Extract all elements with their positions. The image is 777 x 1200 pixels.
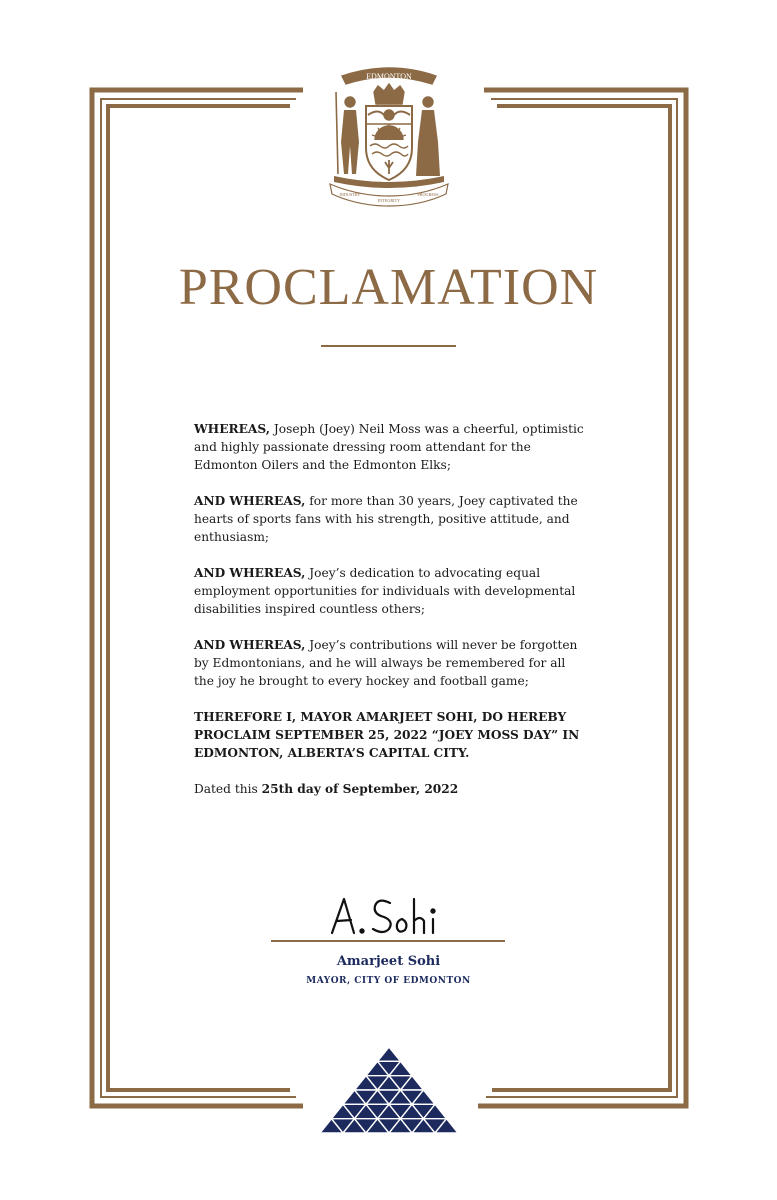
whereas-clause — [194, 636, 589, 690]
crest-motto-2: INTEGRITY — [377, 198, 401, 203]
mayor-signature — [326, 893, 446, 939]
edmonton-pyramid-logo-icon — [320, 1045, 458, 1137]
clause-text: Joey’s contributions will never be forgotten by Edmontonians, and he will always be remembered for all the joy he brought to every hockey and football game; — [194, 638, 578, 688]
dated-date: 25th day of September, 2022 — [261, 782, 459, 796]
whereas-clause — [194, 420, 589, 474]
edmonton-coat-of-arms-icon — [328, 62, 450, 208]
clause-text: Joey’s dedication to advocating equal employment opportunities for individuals with developmental disabilities inspired countless others; — [194, 566, 576, 616]
pyramid-facet — [378, 1047, 401, 1061]
crest-motto-1: INDUSTRY — [339, 192, 361, 197]
proclamation-body — [194, 420, 589, 816]
signer-name: Amarjeet Sohi — [336, 954, 441, 969]
signer-title: MAYOR, CITY OF EDMONTON — [306, 976, 471, 986]
crest-motto-3: PROGRESS — [417, 192, 439, 197]
signature-line — [271, 940, 505, 942]
clause-text: Joseph (Joey) Neil Moss was a cheerful, optimistic and highly passionate dressing room attendant for the Edmonton Oilers and the Edmonton Elks; — [194, 422, 584, 472]
whereas-clause — [194, 492, 589, 546]
page-title: PROCLAMATION — [178, 259, 599, 316]
clause-lead: AND WHEREAS, — [194, 638, 306, 652]
clause-lead: AND WHEREAS, — [194, 494, 306, 508]
title-divider — [321, 345, 456, 347]
clause-lead: AND WHEREAS, — [194, 566, 306, 580]
clause-lead: WHEREAS, — [194, 422, 270, 436]
clause-text: for more than 30 years, Joey captivated the hearts of sports fans with his strength, positive attitude, and enthusiasm; — [194, 494, 578, 544]
crest-banner-text: EDMONTON — [366, 72, 412, 81]
dated-line — [194, 780, 589, 798]
dated-prefix: Dated this — [194, 782, 262, 796]
proclamation-statement: THEREFORE I, MAYOR AMARJEET SOHI, DO HEREBY PROCLAIM SEPTEMBER 25, 2022 “JOEY MOSS DAY” IN EDMONTON, ALBERTA’S CAPITAL CITY. — [194, 710, 580, 760]
whereas-clause — [194, 564, 589, 618]
